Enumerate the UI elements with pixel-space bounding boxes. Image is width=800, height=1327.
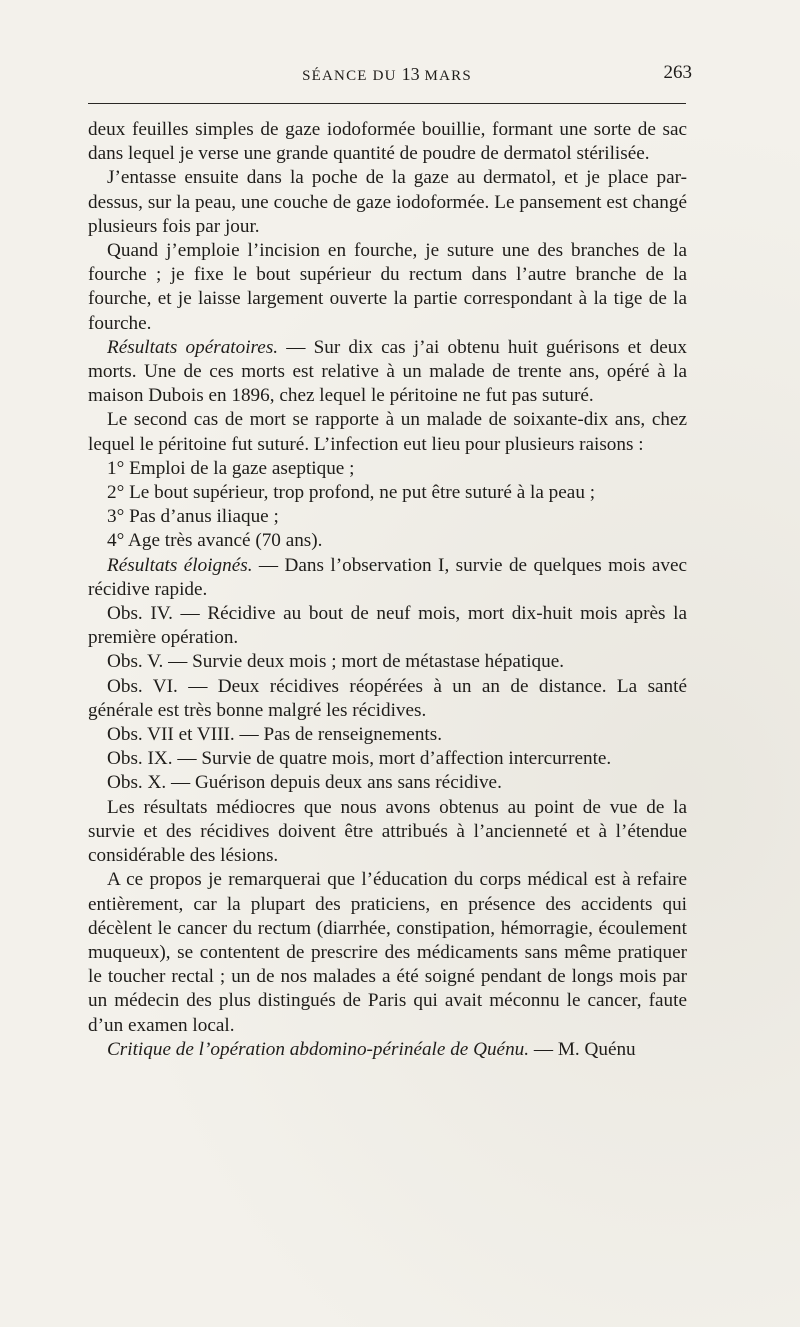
- paragraph: A ce propos je remarquerai que l’éducation du corps médical est à refaire entièrement, car la plupart des praticiens, en présence des accidents qui décèlent le cancer du rectum (diarrhée, constipation, hémorragie, écoulement muqueux), se contentent de prescrire des médicaments sans même pratiquer le toucher rectal ; un de nos malades a été soigné pendant de longs mois par un médecin des plus distingués de Paris qui avait méconnu le cancer, faute d’un examen local.: [88, 869, 687, 1036]
- observation: Obs. VII et VIII. — Pas de renseignements.: [107, 724, 443, 746]
- page-number: 263: [663, 62, 692, 83]
- paragraph: deux feuilles simples de gaze iodoformée bouillie, formant une sorte de sac dans lequel je verse une grande quantité de poudre de dermatol stérilisée.: [88, 119, 687, 165]
- page-header: [88, 62, 692, 92]
- observation: Obs. VI. — Deux récidives réopérées à un an de distance. La santé générale est très bonne malgré les récidives.: [88, 675, 687, 721]
- paragraph: Résultats opératoires. — Sur dix cas j’ai obtenu huit guérisons et deux morts. Une de ces morts est relative à un malade de trente ans, opéré à la maison Dubois en 1896, chez lequel le péritoine ne fut pas suturé.: [88, 336, 687, 407]
- list-item: 2° Le bout supérieur, trop profond, ne put être suturé à la peau ;: [107, 482, 596, 504]
- body-text: [88, 118, 687, 1062]
- paragraph: Le second cas de mort se rapporte à un malade de soixante-dix ans, chez lequel le péritoine fut suturé. L’infection eut lieu pour plusieurs raisons :: [88, 409, 687, 455]
- paragraph: J’entasse ensuite dans la poche de la gaze au dermatol, et je place par-dessus, sur la peau, une couche de gaze iodoformée. Le pansement est changé plusieurs fois par jour.: [88, 167, 687, 237]
- paragraph: Résultats éloignés. — Dans l’observation I, survie de quelques mois avec récidive rapide.: [88, 554, 687, 600]
- list-item: 4° Age très avancé (70 ans).: [107, 530, 323, 552]
- section-heading: Résultats opératoires.: [107, 336, 279, 358]
- section-heading: Résultats éloignés.: [107, 554, 253, 576]
- list-item: 1° Emploi de la gaze aseptique ;: [107, 457, 355, 479]
- list-item: 3° Pas d’anus iliaque ;: [107, 506, 279, 528]
- header-rule: [88, 103, 686, 104]
- paragraph: Les résultats médiocres que nous avons obtenus au point de vue de la survie et des récidives doivent être attribués à l’ancienneté et à l’étendue considérable des lésions.: [88, 796, 687, 867]
- observation: Obs. X. — Guérison depuis deux ans sans récidive.: [107, 772, 502, 794]
- paragraph: Quand j’emploie l’incision en fourche, je suture une des branches de la fourche ; je fixe le bout supérieur du rectum dans l’autre branche de la fourche, et je laisse largement ouverte la partie correspondant à la tige de la fourche.: [88, 240, 687, 334]
- observation: Obs. IX. — Survie de quatre mois, mort d’affection intercurrente.: [107, 748, 612, 770]
- paragraph: Critique de l’opération abdomino-périnéale de Quénu. — M. Quénu: [107, 1038, 636, 1060]
- observation: Obs. V. — Survie deux mois ; mort de métastase hépatique.: [107, 651, 565, 673]
- observation: Obs. IV. — Récidive au bout de neuf mois, mort dix-huit mois après la première opération.: [88, 603, 687, 649]
- running-title: SÉANCE DU 13 MARS: [302, 64, 472, 84]
- section-heading: Critique de l’opération abdomino-périnéale de Quénu.: [107, 1038, 530, 1060]
